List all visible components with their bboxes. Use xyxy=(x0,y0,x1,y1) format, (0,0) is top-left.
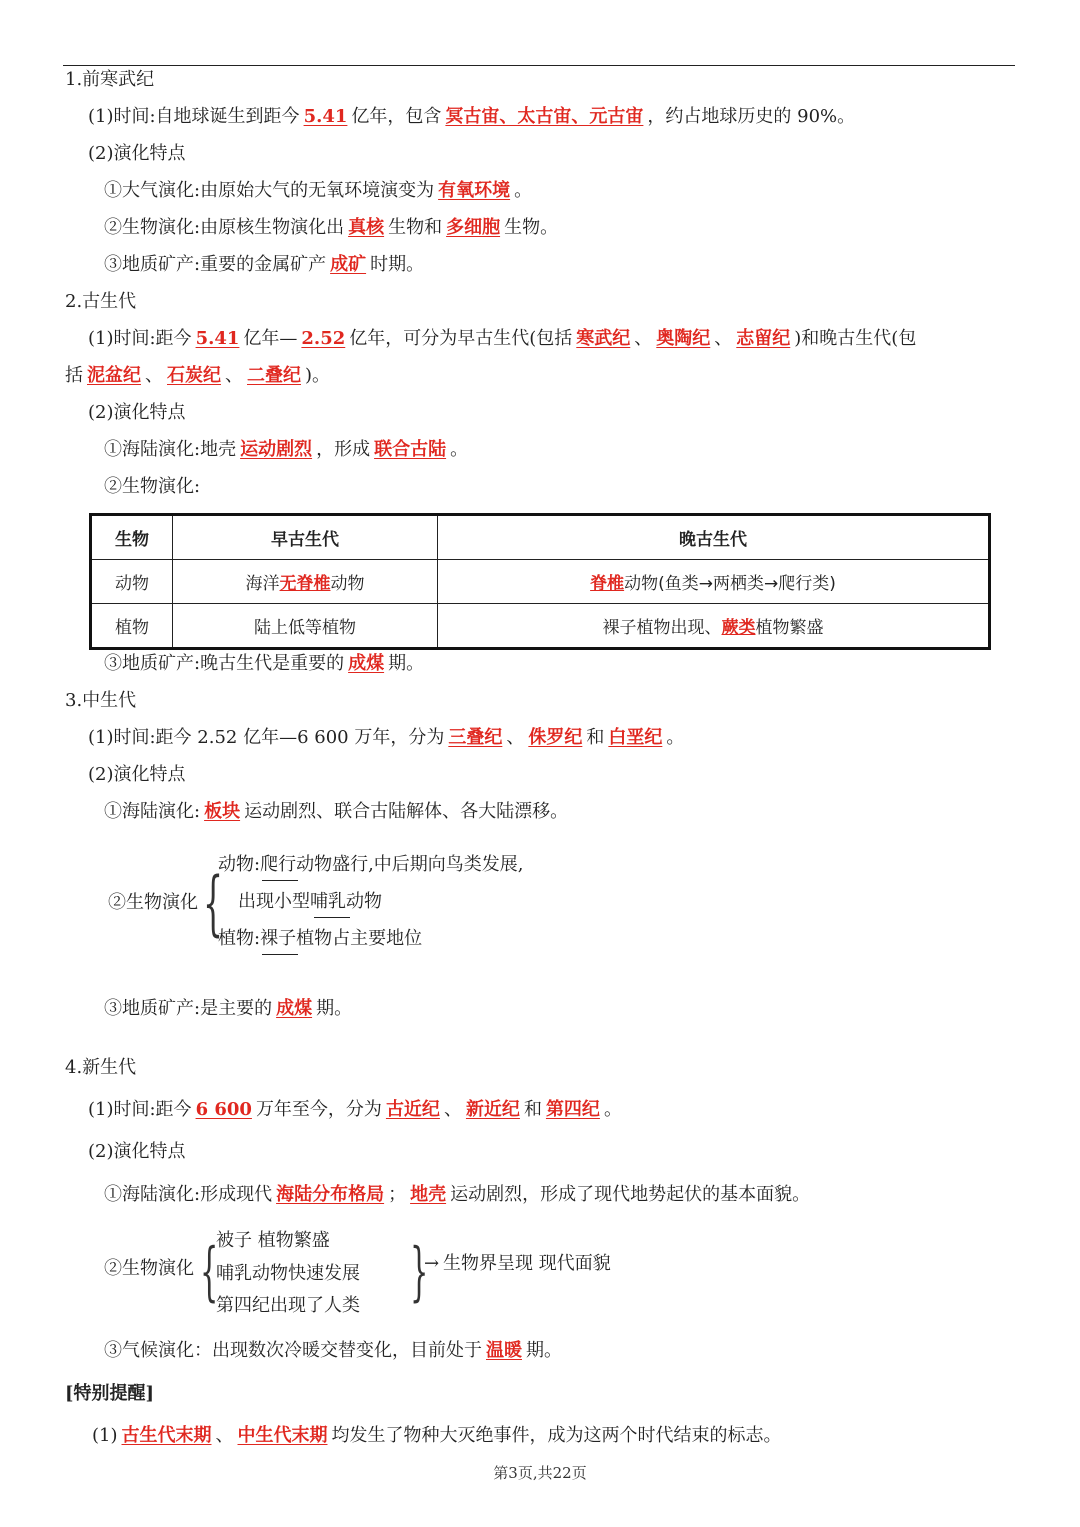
answer: 5.41 xyxy=(303,106,348,127)
answer: 2.52 xyxy=(301,328,346,349)
answer: 多细胞 xyxy=(446,217,501,238)
biology-label: ②生物演化 xyxy=(104,1258,194,1279)
geology-line: ③地质矿产:是主要的 成煤 期。 xyxy=(104,998,353,1019)
answer: 二叠纪 xyxy=(247,365,301,386)
feature-heading: (2)演化特点 xyxy=(88,143,186,164)
atmosphere-line: ①大气演化:由原始大气的无氧环境演变为 有氧环境 。 xyxy=(104,180,533,201)
time-line-cont: 括 泥盆纪 、 石炭纪 、 二叠纪 )。 xyxy=(65,365,331,386)
table-row xyxy=(91,604,990,649)
time-line: (1)时间:距今 5.41 亿年— 2.52 亿年，可分为早古生代(包括 寒武纪 、 奥陶纪 、 志留纪 )和晚古生代(包 xyxy=(88,328,917,349)
feature-heading: (2)演化特点 xyxy=(88,764,186,785)
time-line: (1)时间:距今 2.52 亿年—6 600 万年，分为 三叠纪 、 侏罗纪 和 白垩纪 。 xyxy=(88,727,685,748)
answer: 侏罗纪 xyxy=(528,727,583,748)
table-cell: 动物 xyxy=(91,560,173,604)
evolution-table xyxy=(89,513,991,650)
answer: 第四纪 xyxy=(545,1099,600,1120)
answer: 成煤 xyxy=(348,653,385,674)
emphasis-mark xyxy=(314,917,350,918)
answer: 无脊椎 xyxy=(279,574,331,594)
answer: 泥盆纪 xyxy=(87,365,141,386)
sea-land-line: ①海陆演化: 板块 运动剧烈、联合古陆解体、各大陆漂移。 xyxy=(104,801,569,822)
answer: 白垩纪 xyxy=(608,727,663,748)
feature-heading: (2)演化特点 xyxy=(88,1141,186,1162)
geology-line: ③地质矿产:晚古生代是重要的 成煤 期。 xyxy=(104,653,425,674)
answer: 志留纪 xyxy=(736,328,791,349)
top-rule xyxy=(63,65,1015,66)
emphasis-mark xyxy=(262,954,298,955)
answer: 真核 xyxy=(348,217,385,238)
answer: 有氧环境 xyxy=(438,180,511,201)
answer: 奥陶纪 xyxy=(656,328,711,349)
answer: 脊椎 xyxy=(590,574,625,594)
answer: 冥古宙、太古宙、元古宙 xyxy=(445,106,644,127)
section-title: 2.古生代 xyxy=(65,291,137,312)
biology-heading: ②生物演化: xyxy=(104,476,201,497)
table-header: 生物 xyxy=(91,515,173,560)
table-cell: 脊椎动物(鱼类→两栖类→爬行类) xyxy=(438,560,990,604)
bio-item: 动物:爬行动物盛行,中后期向鸟类发展, xyxy=(218,854,524,875)
section-title: 3.中生代 xyxy=(65,690,137,711)
geology-line: ③地质矿产:重要的金属矿产 成矿 时期。 xyxy=(104,254,425,275)
answer: 古近纪 xyxy=(385,1099,440,1120)
answer: 联合古陆 xyxy=(374,439,447,460)
table-cell: 陆上低等植物 xyxy=(173,604,438,649)
answer: 成矿 xyxy=(330,254,367,275)
answer: 新近纪 xyxy=(465,1099,520,1120)
section-title: 4.新生代 xyxy=(65,1057,137,1078)
table-cell: 海洋无脊椎动物 xyxy=(173,560,438,604)
bio-item: 第四纪出现了人类 xyxy=(216,1295,360,1316)
sea-land-line: ①海陆演化:地壳 运动剧烈 ，形成 联合古陆 。 xyxy=(104,439,469,460)
answer: 运动剧烈 xyxy=(240,439,313,460)
left-brace: { xyxy=(200,1235,219,1309)
table-cell: 裸子植物出现、蕨类植物繁盛 xyxy=(438,604,990,649)
answer: 寒武纪 xyxy=(576,328,631,349)
answer: 地壳 xyxy=(410,1184,447,1205)
table-row xyxy=(91,560,990,604)
reminder-title: [特别提醒] xyxy=(65,1383,155,1404)
bio-item: 植物:裸子植物占主要地位 xyxy=(218,928,423,949)
answer: 石炭纪 xyxy=(167,365,221,386)
biology-label: ②生物演化 xyxy=(108,892,198,913)
left-brace: { xyxy=(203,862,224,944)
answer: 蕨类 xyxy=(721,618,756,638)
answer: 三叠纪 xyxy=(448,727,503,748)
bio-result: 生物界呈现 现代面貌 xyxy=(443,1253,611,1274)
answer: 5.41 xyxy=(195,328,240,349)
table-header-row xyxy=(91,515,990,560)
answer: 古生代末期 xyxy=(121,1425,212,1446)
arrow-icon: → xyxy=(424,1253,440,1274)
table-cell: 植物 xyxy=(91,604,173,649)
answer: 6 600 xyxy=(195,1099,252,1120)
sea-land-line: ①海陆演化:形成现代 海陆分布格局 ； 地壳 运动剧烈，形成了现代地势起伏的基本面貌。 xyxy=(104,1184,811,1205)
answer: 海陆分布格局 xyxy=(276,1184,385,1205)
answer: 成煤 xyxy=(276,998,313,1019)
bio-item: 出现小型哺乳动物 xyxy=(238,891,382,912)
answer: 中生代末期 xyxy=(237,1425,328,1446)
answer: 板块 xyxy=(204,801,241,822)
biology-line: ②生物演化:由原核生物演化出 真核 生物和 多细胞 生物。 xyxy=(104,217,559,238)
emphasis-mark xyxy=(262,880,298,881)
section-title: 1.前寒武纪 xyxy=(65,69,155,90)
answer: 温暖 xyxy=(486,1340,522,1361)
climate-line: ③气候演化：出现数次冷暖交替变化，目前处于 温暖 期。 xyxy=(104,1340,562,1361)
feature-heading: (2)演化特点 xyxy=(88,402,186,423)
bio-item: 被子 植物繁盛 xyxy=(216,1230,330,1251)
table-header: 晚古生代 xyxy=(438,515,990,560)
time-line: (1)时间:自地球诞生到距今 5.41 亿年，包含 冥古宙、太古宙、元古宙 ，约占地球历史的 90%。 xyxy=(88,106,856,127)
reminder-line: (1) 古生代末期 、 中生代末期 均发生了物种大灭绝事件，成为这两个时代结束的标志。 xyxy=(92,1425,782,1446)
page-footer: 第3页,共22页 xyxy=(493,1464,587,1482)
time-line: (1)时间:距今 6 600 万年至今，分为 古近纪 、 新近纪 和 第四纪 。 xyxy=(88,1099,622,1120)
right-brace: } xyxy=(410,1235,429,1309)
table-header: 早古生代 xyxy=(173,515,438,560)
bio-item: 哺乳动物快速发展 xyxy=(216,1263,360,1284)
